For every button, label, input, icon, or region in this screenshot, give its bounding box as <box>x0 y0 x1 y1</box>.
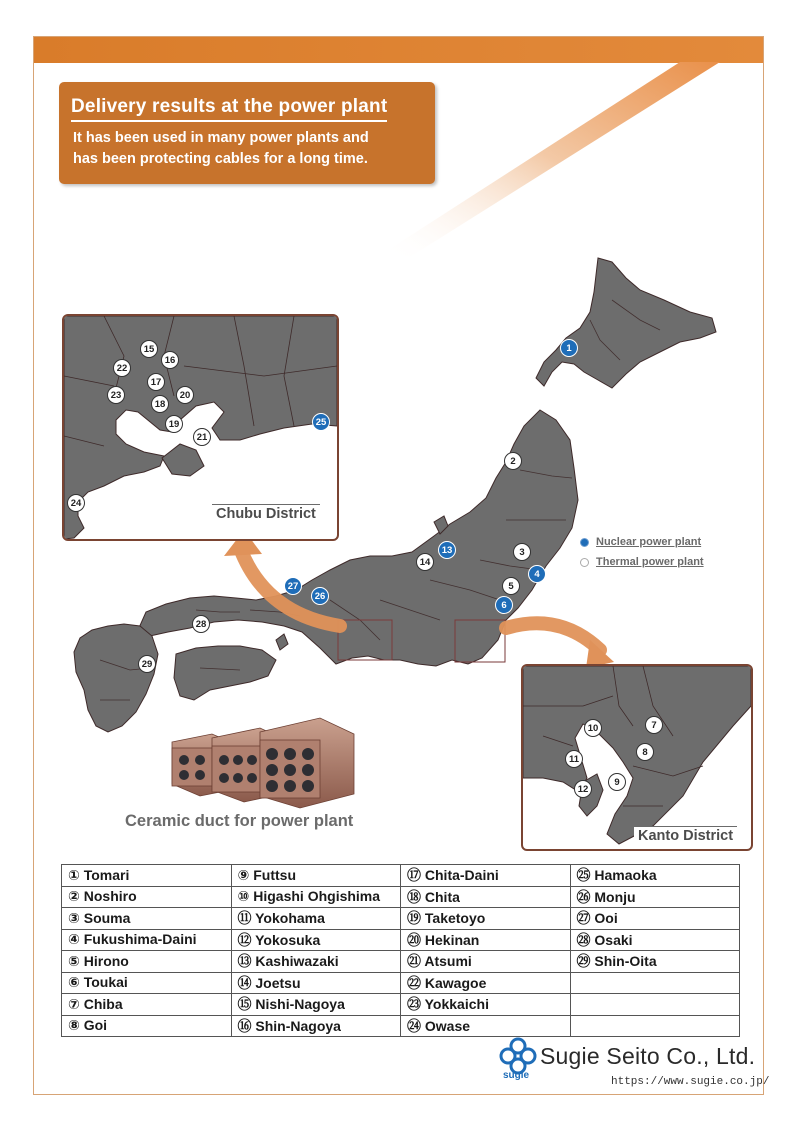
table-cell: ⑥ Toukai <box>62 972 232 994</box>
table-cell: ㉙ Shin-Oita <box>570 951 740 973</box>
table-cell: ⑲ Taketoyo <box>401 908 571 930</box>
duct-caption: Ceramic duct for power plant <box>125 812 354 830</box>
company-url[interactable]: https://www.sugie.co.jp/ <box>611 1076 770 1088</box>
table-cell: ㉒ Kawagoe <box>401 972 571 994</box>
table-cell: ⑩ Higashi Ohgishima <box>231 886 401 908</box>
company-name: Sugie Seito Co., Ltd. <box>540 1043 756 1069</box>
table-row <box>62 886 740 908</box>
table-cell: ㉑ Atsumi <box>401 951 571 973</box>
kyushu-island <box>74 624 158 732</box>
table-cell: ⑦ Chiba <box>62 994 232 1016</box>
marker-4[interactable]: 4 <box>528 565 546 583</box>
table-cell <box>570 994 740 1016</box>
table-cell: ⑯ Shin-Nagoya <box>231 1015 401 1037</box>
table-cell: ㉔ Owase <box>401 1015 571 1037</box>
legend-row-thermal <box>580 552 704 572</box>
table-row <box>62 951 740 973</box>
marker-8[interactable]: 8 <box>636 743 654 761</box>
marker-23[interactable]: 23 <box>107 386 125 404</box>
marker-15[interactable]: 15 <box>140 340 158 358</box>
logo-text: sugie <box>503 1070 530 1081</box>
table-row <box>62 994 740 1016</box>
arrow-to-kanto <box>506 623 600 650</box>
marker-10[interactable]: 10 <box>584 719 602 737</box>
thermal-dot-icon <box>580 558 589 567</box>
legend-nuclear-label: Nuclear power plant <box>596 536 702 548</box>
table-cell: ① Tomari <box>62 865 232 887</box>
table-cell: ⑮ Nishi-Nagoya <box>231 994 401 1016</box>
marker-3[interactable]: 3 <box>513 543 531 561</box>
marker-28[interactable]: 28 <box>192 615 210 633</box>
marker-19[interactable]: 19 <box>165 415 183 433</box>
marker-5[interactable]: 5 <box>502 577 520 595</box>
table-cell: ⑬ Kashiwazaki <box>231 951 401 973</box>
table-cell: ⑰ Chita-Daini <box>401 865 571 887</box>
kanto-inset <box>521 664 753 851</box>
marker-24[interactable]: 24 <box>67 494 85 512</box>
marker-18[interactable]: 18 <box>151 395 169 413</box>
marker-2[interactable]: 2 <box>504 452 522 470</box>
marker-17[interactable]: 17 <box>147 373 165 391</box>
table-row <box>62 865 740 887</box>
marker-20[interactable]: 20 <box>176 386 194 404</box>
table-cell: ⑧ Goi <box>62 1015 232 1037</box>
marker-12[interactable]: 12 <box>574 780 592 798</box>
marker-22[interactable]: 22 <box>113 359 131 377</box>
table-cell: ⑱ Chita <box>401 886 571 908</box>
marker-21[interactable]: 21 <box>193 428 211 446</box>
power-plant-table <box>61 864 740 1037</box>
marker-13[interactable]: 13 <box>438 541 456 559</box>
marker-14[interactable]: 14 <box>416 553 434 571</box>
marker-26[interactable]: 26 <box>311 587 329 605</box>
marker-16[interactable]: 16 <box>161 351 179 369</box>
marker-11[interactable]: 11 <box>565 750 583 768</box>
table-row <box>62 972 740 994</box>
subtitle-line-1: It has been used in many power plants and <box>73 130 369 146</box>
ceramic-duct-image <box>160 712 360 812</box>
table-cell: ⑭ Joetsu <box>231 972 401 994</box>
marker-25[interactable]: 25 <box>312 413 330 431</box>
marker-9[interactable]: 9 <box>608 773 626 791</box>
marker-29[interactable]: 29 <box>138 655 156 673</box>
chubu-district-label: Chubu District <box>212 504 320 523</box>
nuclear-dot-icon <box>580 538 589 547</box>
small-island <box>276 634 288 650</box>
table-cell: ㉕ Hamaoka <box>570 865 740 887</box>
table-cell: ㉖ Monju <box>570 886 740 908</box>
table-cell: ④ Fukushima-Daini <box>62 929 232 951</box>
hokkaido-island <box>536 258 716 388</box>
chubu-inset <box>62 314 339 541</box>
table-cell: ㉗ Ooi <box>570 908 740 930</box>
table-cell: ㉘ Osaki <box>570 929 740 951</box>
subtitle-line-2: has been protecting cables for a long time. <box>73 151 368 167</box>
legend-row-nuclear <box>580 532 704 552</box>
kanto-district-label: Kanto District <box>634 826 737 845</box>
table-cell: ⑪ Yokohama <box>231 908 401 930</box>
table-cell <box>570 1015 740 1037</box>
table-cell: ③ Souma <box>62 908 232 930</box>
page-title: Delivery results at the power plant <box>71 96 387 122</box>
marker-6[interactable]: 6 <box>495 596 513 614</box>
table-cell <box>570 972 740 994</box>
table-row <box>62 1015 740 1037</box>
table-cell: ⑤ Hirono <box>62 951 232 973</box>
marker-27[interactable]: 27 <box>284 577 302 595</box>
map-legend <box>580 532 704 572</box>
legend-thermal-label: Thermal power plant <box>596 556 704 568</box>
table-cell: ⑫ Yokosuka <box>231 929 401 951</box>
table-cell: ㉓ Yokkaichi <box>401 994 571 1016</box>
table-row <box>62 908 740 930</box>
table-row <box>62 929 740 951</box>
table-cell: ⑳ Hekinan <box>401 929 571 951</box>
marker-1[interactable]: 1 <box>560 339 578 357</box>
table-cell: ⑨ Futtsu <box>231 865 401 887</box>
shikoku-island <box>174 646 276 700</box>
table-cell: ② Noshiro <box>62 886 232 908</box>
marker-7[interactable]: 7 <box>645 716 663 734</box>
